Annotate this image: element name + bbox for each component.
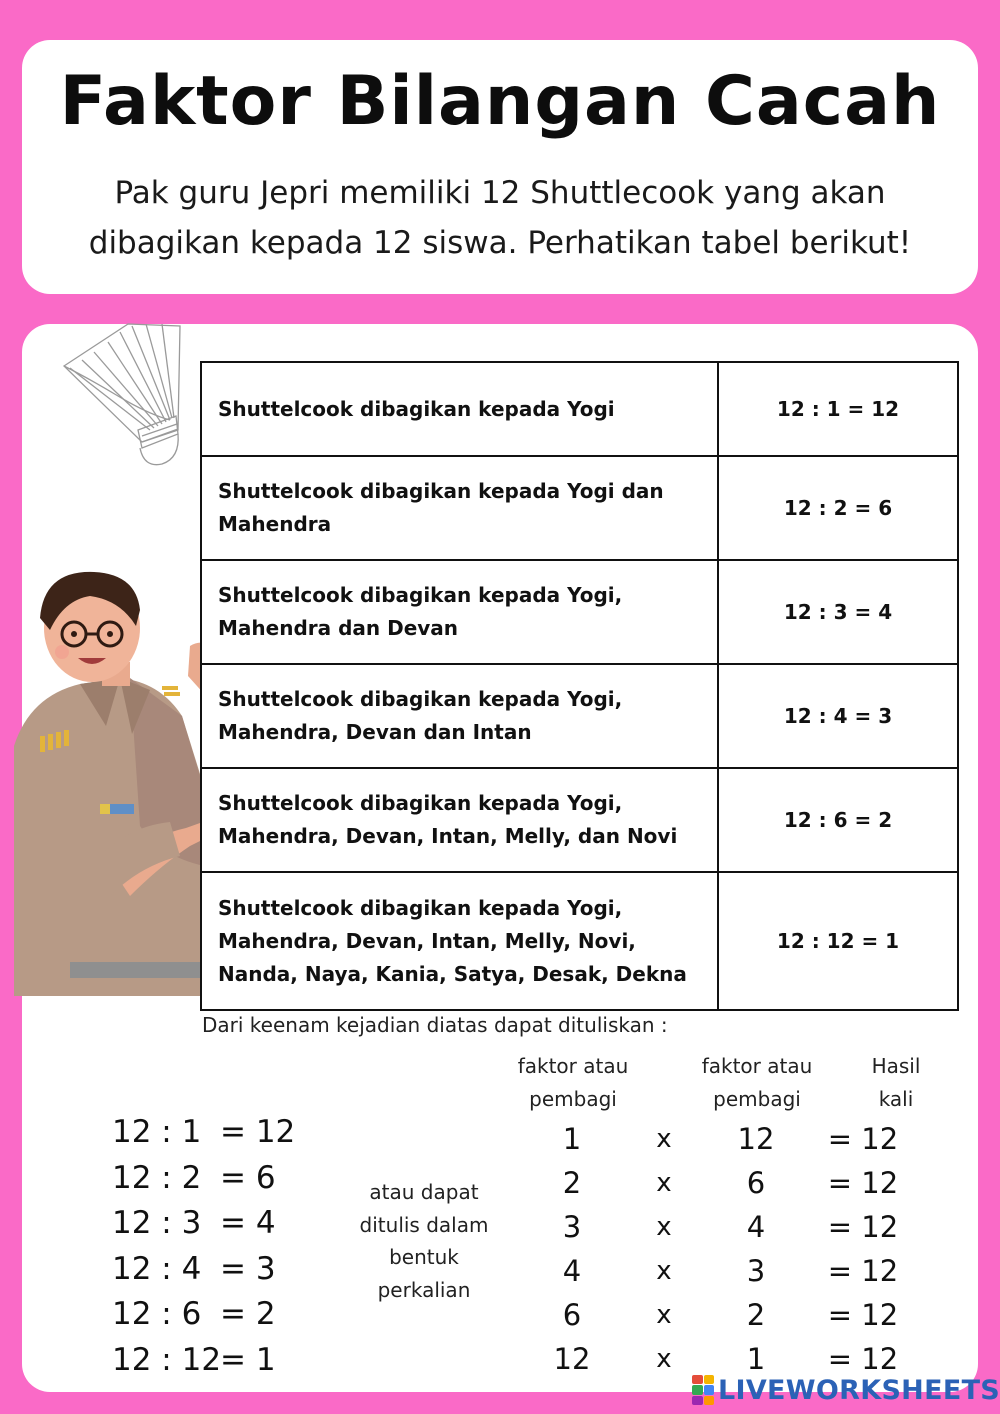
- header-result: [846, 1050, 946, 1116]
- table-row: [201, 456, 958, 560]
- intro-text: [40, 168, 960, 268]
- factor-b: 1: [746, 1342, 766, 1376]
- division-result: = 3: [220, 1250, 276, 1287]
- row-equation: 12 : 6 = 2: [718, 768, 958, 872]
- multiplication-row: [520, 1205, 918, 1249]
- row-equation: 12 : 2 = 6: [718, 456, 958, 560]
- header-line: faktor atau: [517, 1054, 629, 1078]
- product: = 12: [827, 1122, 899, 1156]
- header-line: pembagi: [529, 1087, 617, 1111]
- bridge-line: ditulis dalam: [359, 1212, 489, 1237]
- factor-b: 12: [737, 1122, 775, 1156]
- factor-a: 3: [562, 1210, 582, 1244]
- product: = 12: [827, 1166, 899, 1200]
- factor-a: 12: [553, 1342, 591, 1376]
- row-description: [201, 362, 718, 456]
- multiplication-row: [520, 1293, 918, 1337]
- bridge-line: bentuk: [389, 1245, 459, 1269]
- times-sign: x: [656, 1344, 672, 1374]
- row-equation: 12 : 4 = 3: [718, 664, 958, 768]
- table-row: [201, 362, 958, 456]
- description-line: Mahendra dan Devan: [218, 616, 459, 640]
- description-line: Shuttelcook dibagikan kepada Yogi: [218, 396, 615, 421]
- product: = 12: [827, 1342, 899, 1376]
- liveworksheets-logo-icon: [692, 1375, 714, 1405]
- factor-b: 2: [746, 1298, 766, 1332]
- division-expression: 12 : 3: [112, 1205, 202, 1242]
- factor-a: 1: [562, 1122, 582, 1156]
- table-row: [201, 872, 958, 1010]
- multiplication-list: [520, 1117, 918, 1381]
- row-equation: 12 : 1 = 12: [718, 362, 958, 456]
- times-sign: x: [656, 1168, 672, 1198]
- row-description: [201, 664, 718, 768]
- description-line: Shuttelcook dibagikan kepada Yogi,: [218, 687, 623, 711]
- table-row: [201, 768, 958, 872]
- multiplication-row: [520, 1161, 918, 1205]
- division-expression: 12 : 4: [112, 1250, 202, 1287]
- multiplication-row: [520, 1117, 918, 1161]
- division-row: [112, 1247, 295, 1293]
- description-line: Shuttelcook dibagikan kepada Yogi,: [218, 791, 623, 815]
- summary-caption: Dari keenam kejadian diatas dapat dituliskan :: [202, 1013, 668, 1037]
- division-expression: 12 : 2: [112, 1159, 202, 1196]
- description-line: Shuttelcook dibagikan kepada Yogi,: [218, 583, 623, 607]
- division-expression: 12 : 12: [112, 1341, 222, 1378]
- division-result: = 2: [220, 1296, 276, 1333]
- description-line: Mahendra, Devan dan Intan: [218, 720, 532, 744]
- times-sign: x: [656, 1212, 672, 1242]
- row-description: [201, 872, 718, 1010]
- intro-line: dibagikan kepada 12 siswa. Perhatikan tabel berikut!: [88, 225, 912, 261]
- shuttlecock-icon: [58, 318, 186, 470]
- description-line: Shuttelcook dibagikan kepada Yogi dan: [218, 479, 664, 503]
- division-row: [112, 1338, 295, 1384]
- row-equation: 12 : 12 = 1: [718, 872, 958, 1010]
- header-line: kali: [878, 1087, 914, 1111]
- header-factor-1: [498, 1050, 648, 1116]
- multiplication-row: [520, 1249, 918, 1293]
- times-sign: x: [656, 1124, 672, 1154]
- description-line: Mahendra: [218, 512, 332, 536]
- division-row: [112, 1292, 295, 1338]
- facts-table: [200, 361, 959, 1011]
- division-expression: 12 : 6: [112, 1296, 202, 1333]
- factor-a: 6: [562, 1298, 582, 1332]
- division-list: [112, 1110, 295, 1384]
- division-row: [112, 1110, 295, 1156]
- page-title: Faktor Bilangan Cacah: [59, 62, 941, 141]
- bridge-text: [340, 1176, 508, 1306]
- description-line: Mahendra, Devan, Intan, Melly, dan Novi: [218, 824, 678, 848]
- row-description: [201, 560, 718, 664]
- description-line: Mahendra, Devan, Intan, Melly, Novi,: [218, 928, 636, 953]
- table-row: [201, 664, 958, 768]
- division-row: [112, 1201, 295, 1247]
- watermark: [692, 1374, 1000, 1406]
- division-result: = 4: [220, 1205, 276, 1242]
- bridge-line: atau dapat: [369, 1180, 479, 1204]
- intro-line: Pak guru Jepri memiliki 12 Shuttlecook yang akan: [114, 175, 886, 211]
- table-row: [201, 560, 958, 664]
- product: = 12: [827, 1210, 899, 1244]
- description-line: Shuttelcook dibagikan kepada Yogi,: [218, 895, 623, 920]
- division-result: = 1: [220, 1341, 276, 1378]
- division-row: [112, 1156, 295, 1202]
- times-sign: x: [656, 1300, 672, 1330]
- header-line: Hasil: [871, 1054, 921, 1078]
- product: = 12: [827, 1298, 899, 1332]
- header-line: pembagi: [713, 1087, 801, 1111]
- description-line: Nanda, Naya, Kania, Satya, Desak, Dekna: [218, 961, 687, 986]
- factor-a: 4: [562, 1254, 582, 1288]
- factor-b: 6: [746, 1166, 766, 1200]
- header-factor-2: [682, 1050, 832, 1116]
- division-result: = 6: [220, 1159, 276, 1196]
- factor-a: 2: [562, 1166, 582, 1200]
- watermark-text: LIVEWORKSHEETS: [718, 1374, 1000, 1406]
- bridge-line: perkalian: [377, 1277, 471, 1302]
- row-equation: 12 : 3 = 4: [718, 560, 958, 664]
- row-description: [201, 456, 718, 560]
- factor-b: 4: [746, 1210, 766, 1244]
- header-line: faktor atau: [701, 1054, 813, 1078]
- product: = 12: [827, 1254, 899, 1288]
- factor-b: 3: [746, 1254, 766, 1288]
- division-expression: 12 : 1: [112, 1114, 202, 1150]
- times-sign: x: [656, 1256, 672, 1286]
- division-result: = 12: [220, 1114, 296, 1150]
- row-description: [201, 768, 718, 872]
